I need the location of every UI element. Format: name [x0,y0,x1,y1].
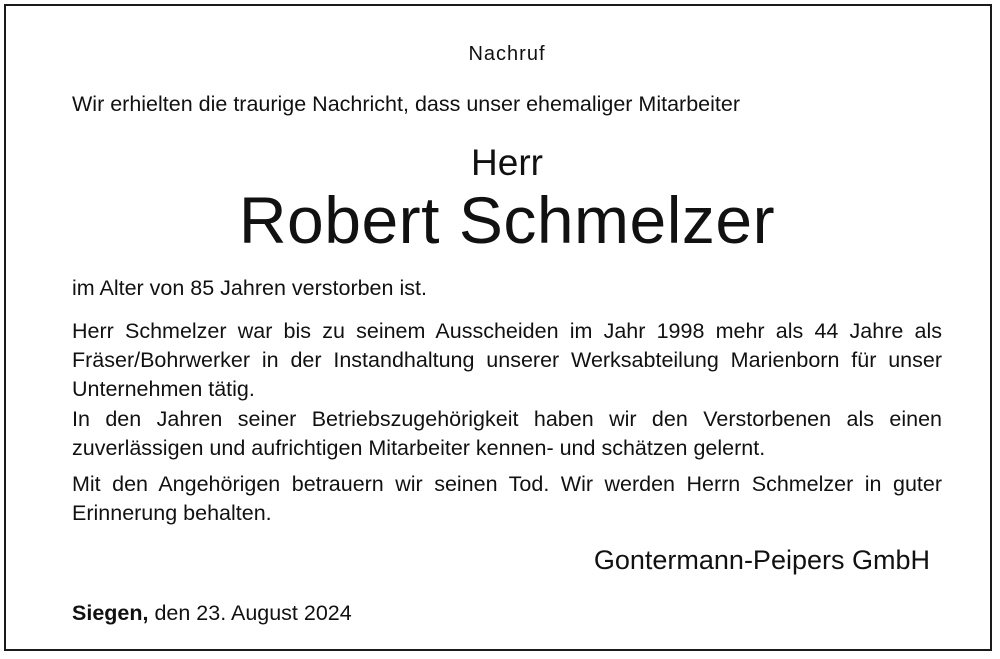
age-paragraph: im Alter von 85 Jahren verstorben ist. [72,276,427,300]
dateline-date: den 23. August 2024 [154,601,352,625]
mourning-paragraph: Mit den Angehörigen betrauern wir seinen Tod. Wir werden Herrn Schmelzer in guter Erinnerung behalten. [72,472,942,525]
company-signature: Gontermann-Peipers GmbH [593,545,930,575]
dateline-place: Siegen, [72,601,149,625]
deceased-name: Robert Schmelzer [238,183,776,257]
tribute-paragraph: In den Jahren seiner Betriebszugehörigkeit haben wir den Verstorbenen als einen zuverlässigen und aufrichtigen Mitarbeiter kennen- und schätzen gelernt. [72,407,942,460]
salutation: Herr [471,142,543,183]
dateline [72,601,352,626]
notice-heading: Nachruf [468,43,546,65]
intro-text: Wir erhielten die traurige Nachricht, dass unser ehemaliger Mitarbeiter [72,92,740,116]
career-paragraph: Herr Schmelzer war bis zu seinem Ausscheiden im Jahr 1998 mehr als 44 Jahre als Fräser/Bohrwerker in der Instandhaltung unserer Werksabteilung Marienborn für unser Unternehmen tätig. [72,319,942,401]
obituary-frame [4,4,992,651]
